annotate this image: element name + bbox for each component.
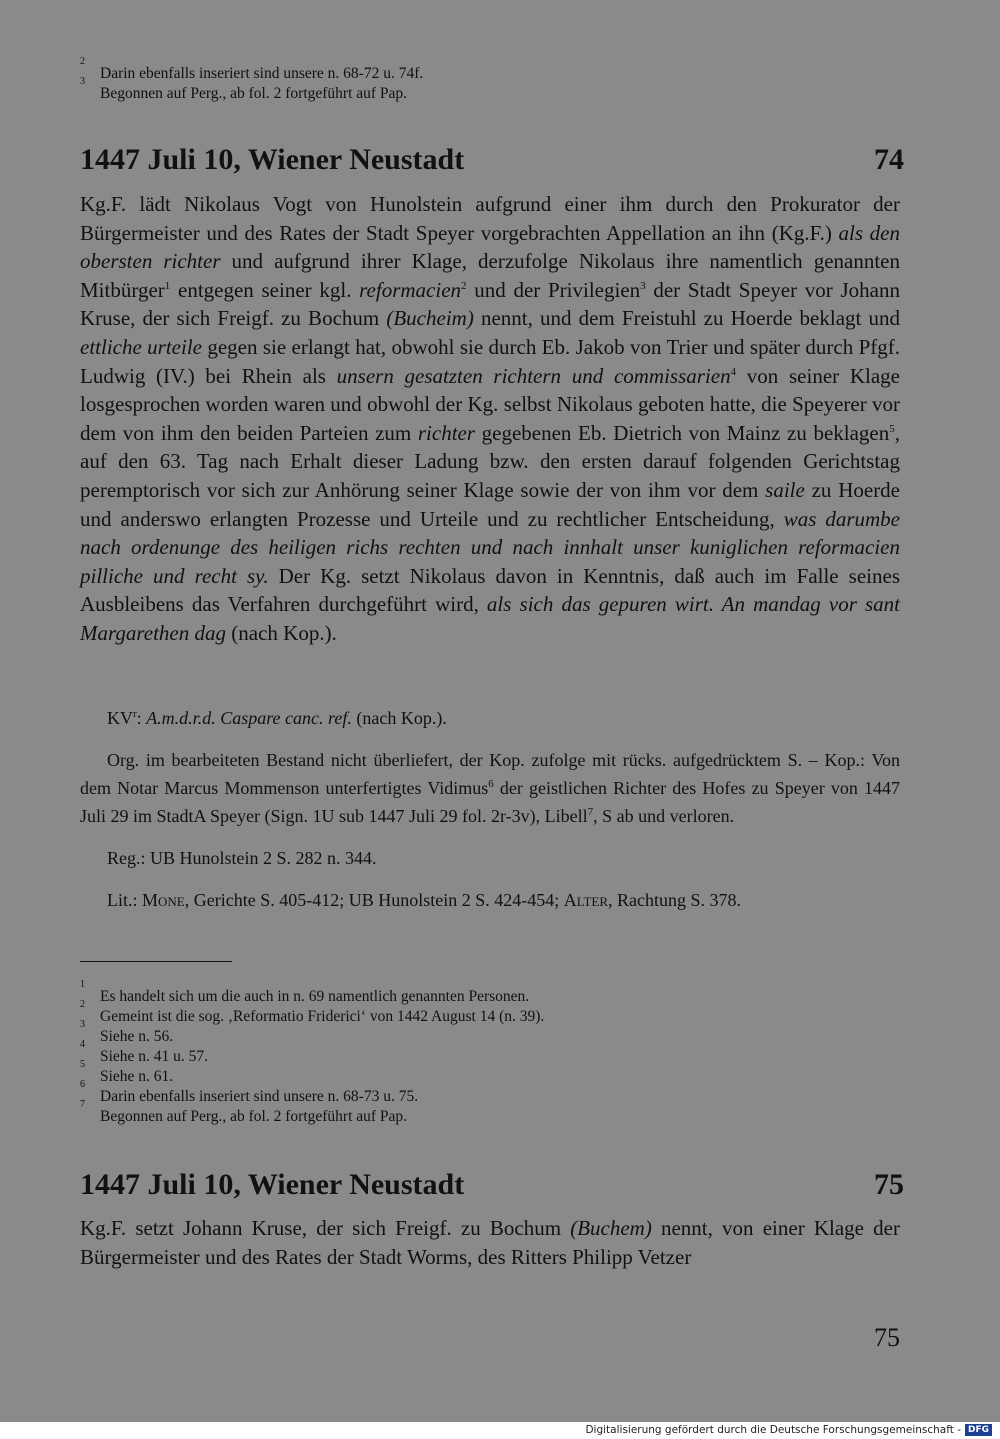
body-text-run: zu Hoerde und anderswo erlangten Prozesse und Urteile und zu rechtlicher Entscheidung, — [80, 477, 901, 531]
entry-date-place: 1447 Juli 10, Wiener Neustadt — [80, 143, 465, 176]
body-text-run: entgegen seiner kgl. — [170, 277, 360, 302]
body-text-run: (nach Kop.). — [226, 620, 337, 645]
footnote-divider — [80, 961, 232, 962]
italic-quote: als sich das gepuren wirt. An mandag vor sant Margarethen dag — [80, 592, 900, 645]
digitization-credit: Digitalisierung gefördert durch die Deutsche Forschungsgemeinschaft - DFG — [585, 1424, 992, 1436]
footnote: 2 Darin ebenfalls inseriert sind unsere n. 68-72 u. 74f. — [80, 56, 424, 82]
body-text-run: gegebenen Eb. Dietrich von Mainz zu beklagen — [475, 420, 890, 445]
footnote-marker: 5 — [889, 422, 895, 435]
footnote: 7 Begonnen auf Perg., ab fol. 2 fortgeführt auf Pap. — [80, 1099, 408, 1125]
body-text-run: Kg.F. lädt Nikolaus Vogt von Hunolstein aufgrund einer ihm durch den Prokurator der Bürgermeister und des Rates der Stadt Speyer vorgebrachten Appellation an ihn (Kg.F.) — [80, 192, 900, 245]
page-number: 75 — [874, 1323, 900, 1352]
regest-note: Reg.: UB Hunolstein 2 S. 282 n. 344. — [107, 848, 377, 868]
italic-quote: richter — [417, 420, 476, 445]
entry-body-75: Kg.F. setzt Johann Kruse, der sich Freigf. zu Bochum (Buchem) nennt, von einer Klage der Bürgermeister und des Rates der Stadt Worms, des Ritters Philipp Vetzer — [80, 1216, 900, 1269]
entry-body-74 — [80, 190, 900, 648]
body-text-run: gegen sie erlangt hat, obwohl sie durch Eb. Jakob von Trier und später durch Pfgf. Ludwig (IV.) bei Rhein als — [80, 334, 900, 388]
entry-number: 75 — [874, 1168, 904, 1201]
italic-quote: was darumbe nach ordenunge des heiligen richs rechten und nach innhalt unser kuniglichen reformacien pilliche und recht sy. — [80, 506, 900, 588]
italic-quote: unsern gesatzten richtern und commissarien — [336, 363, 731, 388]
italic-quote: (Bucheim) — [386, 306, 474, 331]
footnote: 4 Siehe n. 41 u. 57. — [80, 1039, 209, 1065]
footnotes-74 — [80, 979, 910, 1127]
entry-date-place: 1447 Juli 10, Wiener Neustadt — [80, 1168, 465, 1201]
body-text-run: der Stadt Speyer vor Johann Kruse, der sich Freigf. zu Bochum — [80, 277, 900, 331]
footnote: 2 Gemeint ist die sog. ‚Reformatio Friderici‘ von 1442 August 14 (n. 39). — [80, 999, 545, 1025]
kv-note: $KV^r$: A.m.d.r.d. Caspare canc. ref. (nach Kop.). — [107, 708, 447, 728]
body-text-run: und der Privilegien — [466, 277, 641, 302]
entry-heading-75 — [80, 1168, 904, 1202]
body-text-run: Der Kg. setzt Nikolaus davon in Kenntnis, daß auch im Falle seines Ausbleibens das Verfahren durchgeführt wird, — [80, 563, 900, 617]
footnote: 6 Darin ebenfalls inseriert sind unsere n. 68-73 u. 75. — [80, 1079, 419, 1105]
body-text-run: , auf den 63. Tag nach Erhalt dieser Ladung bzw. den ersten darauf folgenden Gerichtstag peremptorisch vor sich zur Anhörung seiner Klage sowie der von ihm vor dem — [80, 420, 900, 502]
dfg-logo: DFG — [965, 1424, 992, 1436]
footnote-marker: 3 — [640, 279, 646, 292]
italic-quote: saile — [765, 477, 805, 502]
footnote-marker: 4 — [730, 365, 737, 378]
footnote-marker: 2 — [461, 279, 467, 292]
footnote: 3 Siehe n. 56. — [80, 1019, 174, 1045]
footnote: 5 Siehe n. 61. — [80, 1059, 174, 1085]
footnote: 1 Es handelt sich um die auch in n. 69 namentlich genannten Personen. — [80, 979, 530, 1005]
body-text-run: von seiner Klage losgesprochen worden waren und obwohl der Kg. selbst Nikolaus geboten hatte, die Speyerer vor dem von ihm den beiden Parteien zum — [80, 363, 900, 445]
literature-note: Lit.: Mone, Gerichte S. 405-412; UB Hunolstein 2 S. 424-454; Alter, Rachtung S. 378. — [107, 890, 742, 910]
entry-apparatus-74 — [80, 704, 900, 928]
entry-number: 74 — [874, 143, 904, 176]
footnote-marker: 1 — [164, 279, 171, 292]
top-footnotes — [80, 56, 910, 104]
italic-quote: reformacien — [359, 277, 462, 302]
italic-quote: als den obersten richter — [80, 220, 900, 274]
body-text-run: nennt, und dem Freistuhl zu Hoerde beklagt und — [473, 306, 900, 331]
italic-quote: ettliche urteile — [80, 334, 202, 359]
body-text-run: und aufgrund ihrer Klage, derzufolge Nikolaus ihre namentlich genannten Mitbürger — [80, 249, 900, 302]
tradition-note: Org. im bearbeiteten Bestand nicht überliefert, der Kop. zufolge mit rücks. aufgedrücktem S. – Kop.: Von dem Notar Marcus Mommenson unterfertigtes Vidimus$^6$ der geistlichen Richter des Hofes zu Speyer von 1447 Juli 29 im StadtA Speyer (Sign. 1U sub 1447 Juli 29 fol. 2r-3v), Libell$^7$, S ab und verloren. — [80, 750, 900, 826]
entry-heading-74 — [80, 143, 904, 177]
footnote: 3 Begonnen auf Perg., ab fol. 2 fortgeführt auf Pap. — [80, 76, 408, 102]
